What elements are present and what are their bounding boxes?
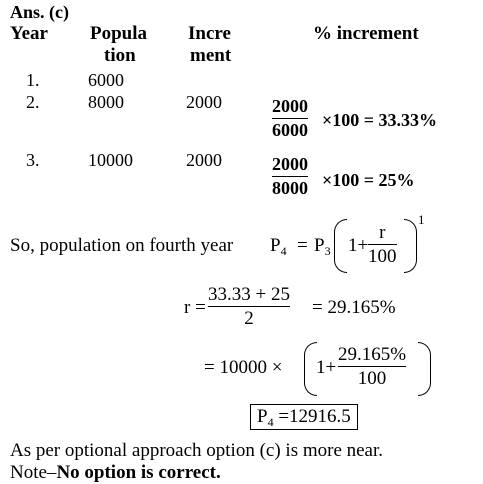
row1-population: 6000 [88,70,124,90]
final-p: P [257,406,268,427]
r-lhs: r = [184,297,206,318]
formula-lhs: $P_4$ [270,235,287,258]
row3-year: 3. [26,150,40,170]
row2-fraction [272,96,308,141]
formula-frac-den: 100 [368,246,397,268]
row3-increment: 2000 [186,150,222,170]
row2-frac-den: 6000 [272,120,308,141]
r-result: = 29.165% [312,297,396,318]
header-population-1: Popula [90,23,148,44]
row3-frac-den: 8000 [272,178,308,199]
note-1: As per optional approach option (c) is more near. [10,440,384,461]
left-paren [334,219,347,273]
formula-one-plus: 1+ [348,235,369,256]
formula-rhs: $P_3$ [314,235,331,258]
row2-population: 8000 [88,92,124,112]
sub-frac-num: 29.165% [338,344,407,365]
final-sub: 4 [267,415,274,429]
sub-one-plus: 1+ [316,357,337,378]
row3-result: ×100 = 25% [322,170,415,190]
fraction-bar [272,118,308,119]
formula-text: So, population on fourth year [10,235,234,256]
answer-label: Ans. (c) [10,2,69,22]
formula-frac-num: r [379,222,386,243]
header-year: Year [10,23,48,44]
header-increment-2: ment [190,45,232,66]
row2-increment: 2000 [186,92,222,112]
row3-fraction [272,154,308,199]
sub-fraction [338,344,406,389]
right-paren [418,342,431,396]
final-answer-box [250,404,358,430]
r-frac-den: 2 [244,308,254,330]
fraction-bar [272,176,308,177]
row2-frac-num: 2000 [272,96,308,116]
fraction-bar [208,306,290,307]
formula-equals: = [297,235,308,256]
note-2-prefix: Note– [10,462,57,483]
header-increment-1: Incre [188,23,231,44]
header-population-2: tion [104,45,136,66]
fraction-bar [338,366,406,367]
row3-population: 10000 [88,150,133,170]
formula-fraction [368,222,397,267]
sub-lhs: = 10000 × [204,357,283,378]
note-2 [10,463,221,483]
row2-result: ×100 = 33.33% [322,110,438,130]
r-frac-num: 33.33 + 25 [208,284,290,305]
formula-exponent: 1 [418,212,425,227]
note-2-bold: No option is correct. [56,462,221,483]
sub-frac-den: 100 [357,368,387,390]
fraction-bar [368,244,397,245]
r-fraction [208,284,290,329]
row2-year: 2. [26,92,40,112]
row1-year: 1. [26,70,40,90]
right-paren [404,219,417,273]
row3-frac-num: 2000 [272,154,308,174]
header-pct-increment: % increment [313,23,419,44]
final-value: =12916.5 [278,406,351,427]
